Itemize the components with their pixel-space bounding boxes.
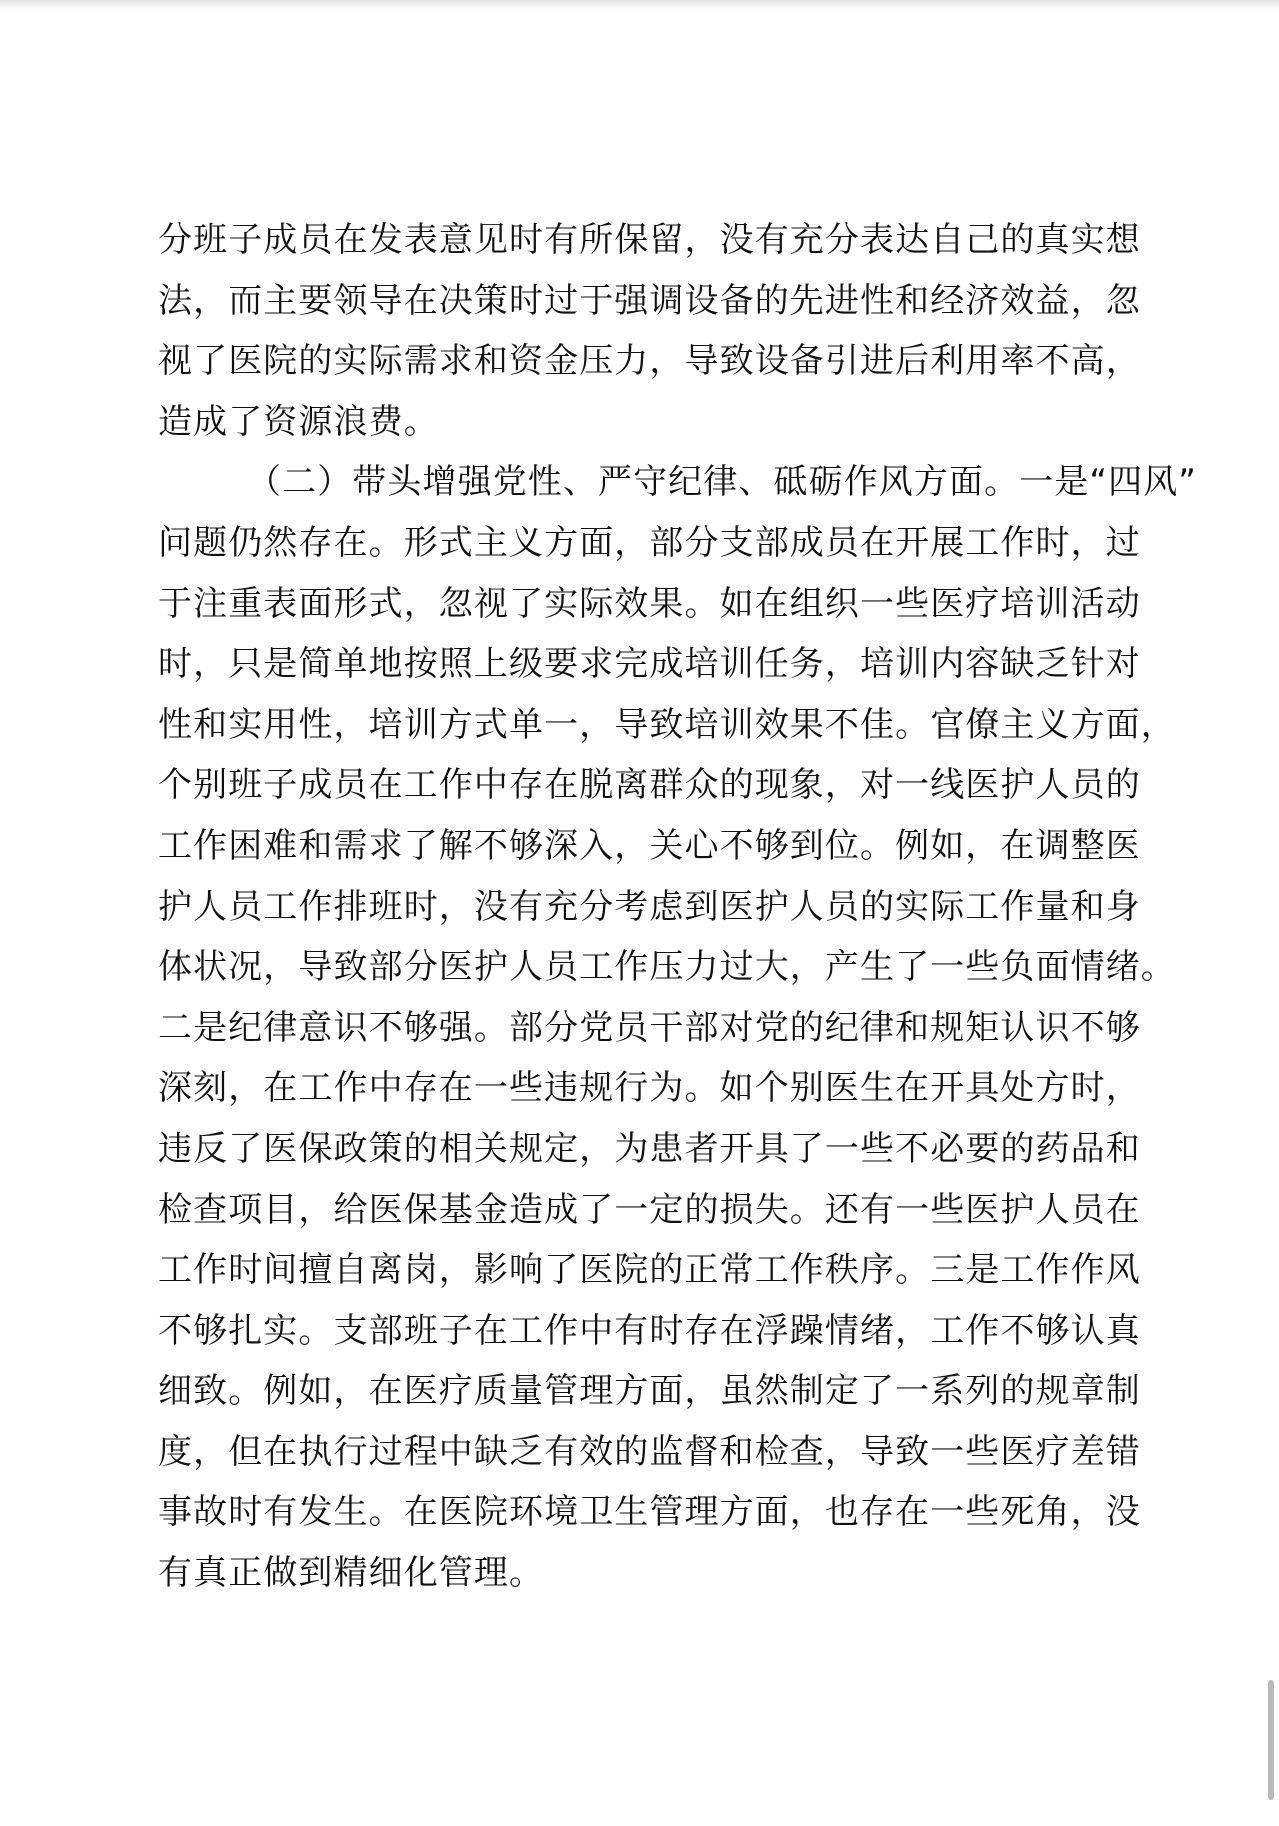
section-heading-line: （二）带头增强党性、严守纪律、砥砺作风方面。一是“四风” (247, 462, 1198, 503)
text-line: 工作困难和需求了解不够深入，关心不够到位。例如，在调整医 (158, 825, 1141, 866)
text-line: 二是纪律意识不够强。部分党员干部对党的纪律和规矩认识不够 (158, 1007, 1141, 1048)
document-page (0, 10, 1279, 1826)
text-line: 有真正做到精细化管理。 (158, 1553, 545, 1594)
text-line: 视了医院的实际需求和资金压力，导致设备引进后利用率不高， (158, 341, 1141, 382)
document-body (158, 210, 1198, 1604)
text-line: 违反了医保政策的相关规定，为患者开具了一些不必要的药品和 (158, 1128, 1141, 1169)
text-line: 体状况，导致部分医护人员工作压力过大，产生了一些负面情绪。 (158, 947, 1176, 988)
text-line: 造成了资源浪费。 (158, 401, 439, 442)
text-line: 问题仍然存在。形式主义方面，部分支部成员在开展工作时，过 (158, 522, 1141, 563)
text-line: 事故时有发生。在医院环境卫生管理方面，也存在一些死角，没 (158, 1492, 1141, 1533)
scrollbar-thumb[interactable] (1268, 1680, 1274, 1800)
text-line: 个别班子成员在工作中存在脱离群众的现象，对一线医护人员的 (158, 765, 1141, 806)
text-line: 深刻，在工作中存在一些违规行为。如个别医生在开具处方时， (158, 1068, 1141, 1109)
text-line: 工作时间擅自离岗，影响了医院的正常工作秩序。三是工作作风 (158, 1250, 1141, 1291)
text-line: 度，但在执行过程中缺乏有效的监督和检查，导致一些医疗差错 (158, 1431, 1141, 1472)
text-line: 护人员工作排班时，没有充分考虑到医护人员的实际工作量和身 (158, 886, 1141, 927)
text-line: 时，只是简单地按照上级要求完成培训任务，培训内容缺乏针对 (158, 644, 1141, 685)
text-line: 分班子成员在发表意见时有所保留，没有充分表达自己的真实想 (158, 220, 1141, 260)
text-line: 不够扎实。支部班子在工作中有时存在浮躁情绪，工作不够认真 (158, 1310, 1141, 1351)
text-line: 法，而主要领导在决策时过于强调设备的先进性和经济效益，忽 (158, 280, 1141, 321)
text-line: 检查项目，给医保基金造成了一定的损失。还有一些医护人员在 (158, 1189, 1141, 1230)
viewer-top-edge (0, 0, 1279, 10)
text-line: 性和实用性，培训方式单一，导致培训效果不佳。官僚主义方面， (158, 704, 1176, 745)
text-line: 于注重表面形式，忽视了实际效果。如在组织一些医疗培训活动 (158, 583, 1141, 624)
text-line: 细致。例如，在医疗质量管理方面，虽然制定了一系列的规章制 (158, 1371, 1141, 1412)
vertical-scrollbar[interactable] (1263, 10, 1279, 1826)
